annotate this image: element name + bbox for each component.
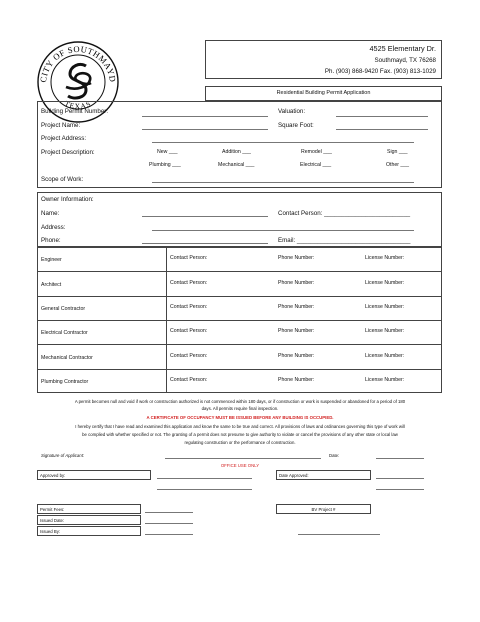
signature-field[interactable] xyxy=(165,458,321,459)
option-remodel[interactable]: Remodel ___ xyxy=(301,149,332,155)
option-addition[interactable]: Addition ___ xyxy=(222,149,251,155)
owner-heading: Owner Information: xyxy=(41,196,94,203)
form-title: Residential Building Permit Application xyxy=(276,90,371,96)
project-description-label: Project Description: xyxy=(41,149,95,156)
option-electrical[interactable]: Electrical ___ xyxy=(300,162,332,168)
certify-line-3: regulating construction or the performance of construction. xyxy=(184,440,296,445)
phone-number-field[interactable]: Phone Number: xyxy=(278,255,315,262)
address-line-1: 4525 Elementary Dr. xyxy=(369,44,436,53)
issued-by-field[interactable] xyxy=(145,534,193,535)
issued-by-label: Issued By: xyxy=(40,529,61,534)
phone-number-field[interactable]: Phone Number: xyxy=(278,376,315,383)
owner-address-label: Address: xyxy=(41,224,66,231)
contractor-type-general-contractor: General Contractor xyxy=(41,305,86,312)
license-number-field[interactable]: License Number: xyxy=(365,279,405,286)
svg-text:CITY OF SOUTHMAYD: CITY OF SOUTHMAYD xyxy=(37,43,119,83)
owner-name-label: Name: xyxy=(41,210,60,217)
project-address-label: Project Address: xyxy=(41,135,87,142)
square-foot-field[interactable] xyxy=(336,129,428,130)
option-sign[interactable]: Sign ___ xyxy=(387,149,408,155)
permit-number-field[interactable] xyxy=(142,116,268,117)
approved-by-field-2[interactable] xyxy=(157,489,252,490)
signature-date-label: Date: xyxy=(329,453,340,458)
valuation-label: Valuation: xyxy=(278,108,306,115)
signature-date-field[interactable] xyxy=(376,458,424,459)
void-notice-line-2: days. All permits require final inspection. xyxy=(201,406,279,411)
valuation-field[interactable] xyxy=(336,116,428,117)
signature-label: Signature of Applicant: xyxy=(41,453,85,458)
owner-phone-field[interactable] xyxy=(142,243,268,244)
bv-project-field[interactable] xyxy=(298,534,380,535)
owner-email[interactable]: Email: _________________________________ xyxy=(278,237,411,244)
project-address-field[interactable] xyxy=(152,142,414,143)
void-notice-line-1: A permit becomes null and void if work or construction authorized is not commenced within 180 days, or if construction or work is suspended or abandoned for a period of 180 xyxy=(74,399,406,404)
option-plumbing[interactable]: Plumbing ___ xyxy=(149,162,181,168)
contact-person-field[interactable]: Contact Person: xyxy=(170,376,208,383)
contact-person-field[interactable]: Contact Person: xyxy=(170,255,208,262)
project-name-field[interactable] xyxy=(142,129,268,130)
date-approved-label: Date Approved: xyxy=(279,473,309,478)
contact-person-field[interactable]: Contact Person: xyxy=(170,303,208,310)
contractor-type-architect: Architect xyxy=(41,281,62,288)
phone-number-field[interactable]: Phone Number: xyxy=(278,352,315,359)
certify-line-2: be complied with whether specified or not. The granting of a permit does not presume to give authority to violate or cancel the provisions of any other state or local law xyxy=(82,432,398,437)
option-mechanical[interactable]: Mechanical ___ xyxy=(218,162,255,168)
contractor-type-plumbing-contractor: Plumbing Contractor xyxy=(41,378,89,385)
license-number-field[interactable]: License Number: xyxy=(365,303,405,310)
contractor-type-mechanical-contractor: Mechanical Contractor xyxy=(41,354,93,361)
contractor-type-engineer: Engineer xyxy=(41,257,62,264)
certify-line-1: I hereby certify that I have read and examined this application and know the same to be true and correct. All provisions of laws and ordinances governing this type of work will xyxy=(75,424,405,429)
svg-text:TEXAS: TEXAS xyxy=(63,98,93,111)
approved-by-field[interactable] xyxy=(157,478,252,479)
phone-number-field[interactable]: Phone Number: xyxy=(278,303,315,310)
option-new[interactable]: New ___ xyxy=(157,149,178,155)
square-foot-label: Square Foot: xyxy=(278,122,314,129)
issued-date-field[interactable] xyxy=(145,523,193,524)
contact-person-field[interactable]: Contact Person: xyxy=(170,279,208,286)
scope-of-work-label: Scope of Work: xyxy=(41,176,84,183)
date-approved-field-2[interactable] xyxy=(376,489,424,490)
license-number-field[interactable]: License Number: xyxy=(365,328,405,335)
phone-number-field[interactable]: Phone Number: xyxy=(278,279,315,286)
contractor-type-electrical-contractor: Electrical Contractor xyxy=(41,330,88,337)
license-number-field[interactable]: License Number: xyxy=(365,376,405,383)
date-approved-field[interactable] xyxy=(376,478,424,479)
phone-fax-line: Ph. (903) 868-9420 Fax. (903) 813-1029 xyxy=(324,68,436,75)
bv-project-label: BV Project # xyxy=(311,507,336,512)
office-use-heading: OFFICE USE ONLY xyxy=(220,463,260,468)
owner-name-field[interactable] xyxy=(142,216,268,217)
license-number-field[interactable]: License Number: xyxy=(365,255,405,262)
permit-number-label: Building Permit Number: xyxy=(41,108,109,115)
option-other[interactable]: Other ___ xyxy=(386,162,410,168)
permit-fees-field[interactable] xyxy=(145,512,193,513)
project-name-label: Project Name: xyxy=(41,122,81,129)
phone-number-field[interactable]: Phone Number: xyxy=(278,328,315,335)
owner-contact-person[interactable]: Contact Person: _________________________ xyxy=(278,210,411,217)
occupancy-notice: A CERTIFICATE OF OCCUPANCY MUST BE ISSUED BEFORE ANY BUILDING IS OCCUPIED. xyxy=(146,415,334,420)
scope-of-work-field[interactable] xyxy=(152,182,414,183)
address-line-2: Southmayd, TX 76268 xyxy=(374,57,436,64)
approved-by-label: Approved by: xyxy=(40,473,66,478)
license-number-field[interactable]: License Number: xyxy=(365,352,405,359)
permit-fees-label: Permit Fees: xyxy=(40,507,65,512)
contact-person-field[interactable]: Contact Person: xyxy=(170,328,208,335)
owner-address-field[interactable] xyxy=(152,230,414,231)
issued-date-label: Issued Date: xyxy=(40,518,65,523)
contact-person-field[interactable]: Contact Person: xyxy=(170,352,208,359)
owner-phone-label: Phone: xyxy=(41,237,61,244)
